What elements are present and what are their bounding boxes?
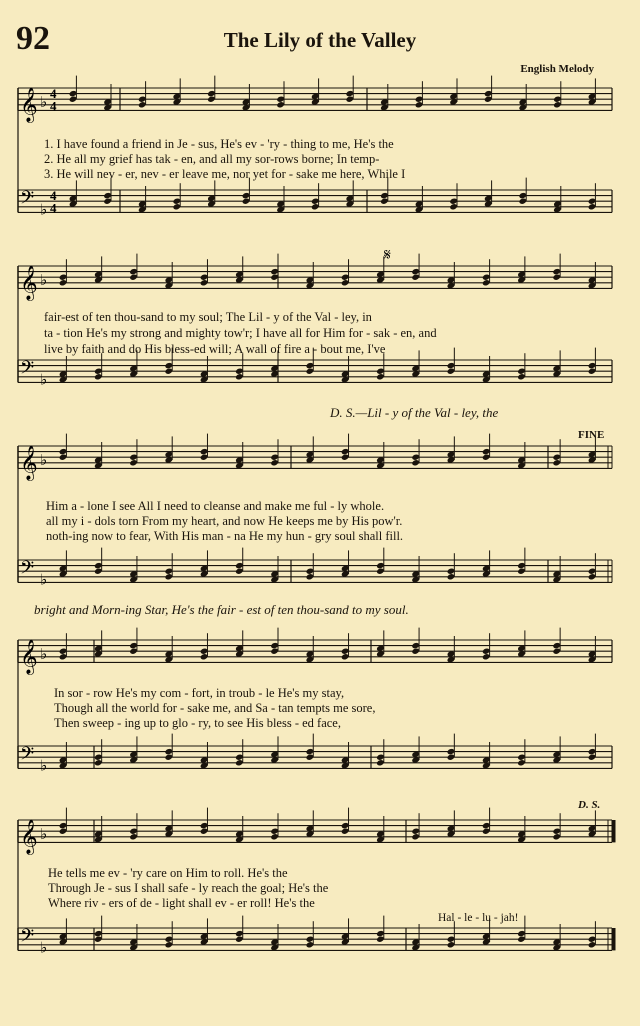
verse-1-line: 1. I have found a friend in Je - sus, He's ev - 'ry - thing to me, He's the — [44, 137, 394, 151]
flat-sign: ♭ — [40, 758, 48, 775]
composer-credit: English Melody — [520, 63, 594, 75]
flat-sign: ♭ — [40, 452, 48, 469]
bass-clef: 𝄢 — [20, 186, 35, 212]
verse-3-line: noth-ing now to fear, With His man - na He my hun - gry soul shall fill. — [46, 529, 404, 543]
verse-3-line: Then sweep - ing up to glo - ry, to see His bless - ed face, — [54, 716, 341, 730]
verse-2-line: Though all the world for - sake me, and Sa - tan tempts me sore, — [54, 701, 376, 715]
flat-sign: ♭ — [40, 94, 48, 111]
ds-lyric-2: bright and Morn-ing Star, He's the fair - est of ten thou-sand to my soul. — [34, 602, 409, 617]
treble-clef: 𝄞 — [20, 88, 38, 122]
bass-clef: 𝄢 — [20, 742, 35, 768]
fine-marker: FINE — [578, 429, 605, 441]
verse-2-line: 2. He all my grief has tak - en, and all my sor-rows borne; In temp- — [44, 152, 380, 166]
verse-2-line: all my i - dols torn From my heart, and now He keeps me by His pow'r. — [46, 514, 403, 528]
verse-3-line: Where riv - ers of de - light shall ev - er roll! He's the — [48, 896, 315, 910]
verse-3-line: 3. He will nev - er, nev - er leave me, nor yet for - sake me here, While I — [44, 167, 406, 181]
treble-clef: 𝄞 — [20, 446, 38, 480]
refrain-line: Hal - le - lu - jah! — [438, 912, 519, 924]
verse-1-line: fair-est of ten thou-sand to my soul; The Lil - y of the Val - ley, in — [44, 310, 372, 324]
verse-1-line: In sor - row He's my com - fort, in troub - le He's my stay, — [54, 686, 345, 700]
bass-clef: 𝄢 — [20, 556, 35, 582]
flat-sign: ♭ — [40, 372, 48, 389]
flat-sign: ♭ — [40, 202, 48, 219]
treble-clef: 𝄞 — [20, 266, 38, 300]
bass-clef: 𝄢 — [20, 356, 35, 382]
flat-sign: ♭ — [40, 572, 48, 589]
verse-1-line: He tells me ev - 'ry care on Him to roll. He's the — [48, 866, 288, 880]
verse-3-line: live by faith and do His bless-ed will; A wall of fire a - bout me, I've — [44, 342, 386, 356]
time-signature-top: 4 — [50, 188, 57, 204]
treble-clef: 𝄞 — [20, 640, 38, 674]
ds-prefix: D. S.— — [330, 405, 368, 420]
treble-clef: 𝄞 — [20, 820, 38, 854]
verse-2-line: ta - tion He's my strong and mighty tow'r; I have all for Him for - sak - en, and — [44, 326, 437, 340]
bass-clef: 𝄢 — [20, 924, 35, 950]
flat-sign: ♭ — [40, 940, 48, 957]
hymn-title: The Lily of the Valley — [223, 28, 417, 52]
time-signature-top: 4 — [50, 86, 57, 102]
ds-lyric — [330, 405, 498, 421]
time-signature-bottom: 4 — [50, 200, 57, 216]
flat-sign: ♭ — [40, 826, 48, 843]
verse-2-line: Through Je - sus I shall safe - ly reach the goal; He's the — [48, 881, 329, 895]
hymn-number: 92 — [16, 20, 50, 57]
ds-lyric-text: Lil - y of the Val - ley, the — [367, 405, 499, 420]
flat-sign: ♭ — [40, 646, 48, 663]
segno-sign: 𝄋 — [384, 247, 391, 264]
time-signature-bottom: 4 — [50, 98, 57, 114]
verse-1-line: Him a - lone I see All I need to cleanse and make me ful - ly whole. — [46, 499, 385, 513]
flat-sign: ♭ — [40, 272, 48, 289]
ds-marker: D. S. — [578, 799, 601, 811]
